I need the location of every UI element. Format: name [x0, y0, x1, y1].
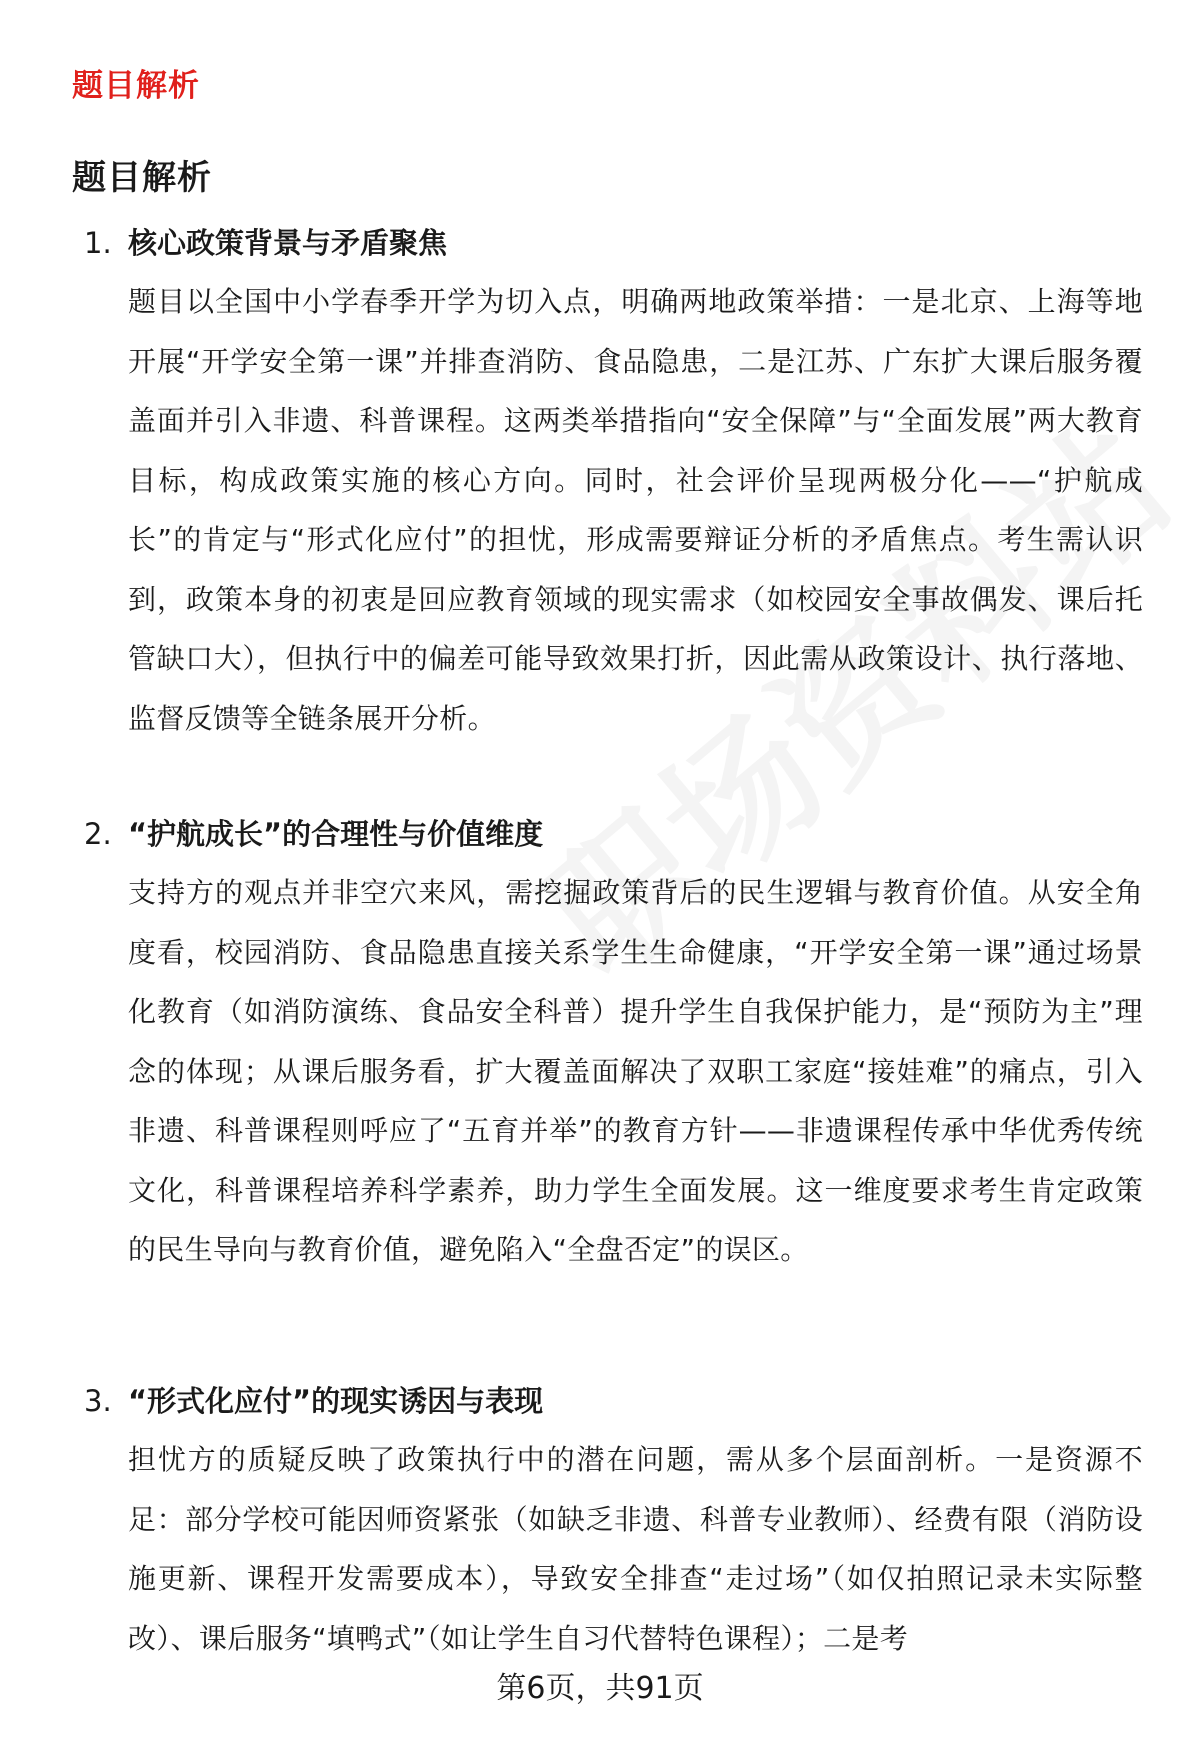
section-1 [0, 214, 1200, 748]
section-body: 支持方的观点并非空穴来风，需挖掘政策背后的民生逻辑与教育价值。从安全角度看，校园消防、食品隐患直接关系学生生命健康，“开学安全第一课”通过场景化教育（如消防演练、食品安全科普）提升学生自我保护能力，是“预防为主”理念的体现；从课后服务看，扩大覆盖面解决了双职工家庭“接娃难”的痛点，引入非遗、科普课程则呼应了“五育并举”的教育方针——非遗课程传承中华优秀传统文化，科普课程培养科学素养，助力学生全面发展。这一维度要求考生肯定政策的民生导向与教育价值，避免陷入“全盘否定”的误区。 [128, 876, 1143, 1266]
section-body: 题目以全国中小学春季开学为切入点，明确两地政策举措：一是北京、上海等地开展“开学安全第一课”并排查消防、食品隐患，二是江苏、广东扩大课后服务覆盖面并引入非遗、科普课程。这两类举措指向“安全保障”与“全面发展”两大教育目标，构成政策实施的核心方向。同时，社会评价呈现两极分化——“护航成长”的肯定与“形式化应付”的担忧，形成需要辩证分析的矛盾焦点。考生需认识到，政策本身的初衷是回应教育领域的现实需求（如校园安全事故偶发、课后托管缺口大），但执行中的偏差可能导致效果打折，因此需从政策设计、执行落地、监督反馈等全链条展开分析。 [128, 285, 1143, 735]
section-number: 1. [84, 226, 112, 260]
section-title: “护航成长”的合理性与价值维度 [128, 817, 544, 851]
section-number: 2. [84, 817, 112, 851]
section-body: 担忧方的质疑反映了政策执行中的潜在问题，需从多个层面剖析。一是资源不足：部分学校可能因师资紧张（如缺乏非遗、科普专业教师）、经费有限（消防设施更新、课程开发需要成本），导致安全排查“走过场”（如仅拍照记录未实际整改）、课后服务“填鸭式”（如让学生自习代替特色课程）；二是考 [128, 1443, 1143, 1655]
section-heading [0, 214, 1200, 272]
page-title: 题目解析 [72, 158, 212, 198]
section-title: 核心政策背景与矛盾聚焦 [128, 226, 448, 260]
section-heading [0, 805, 1200, 863]
section-title: “形式化应付”的现实诱因与表现 [128, 1384, 544, 1418]
section-3 [0, 1372, 1200, 1668]
section-2 [0, 805, 1200, 1280]
page-number-footer: 第6页，共91页 [496, 1671, 704, 1706]
header-red-title: 题目解析 [72, 68, 200, 104]
section-number: 3. [84, 1384, 112, 1418]
section-heading [0, 1372, 1200, 1430]
